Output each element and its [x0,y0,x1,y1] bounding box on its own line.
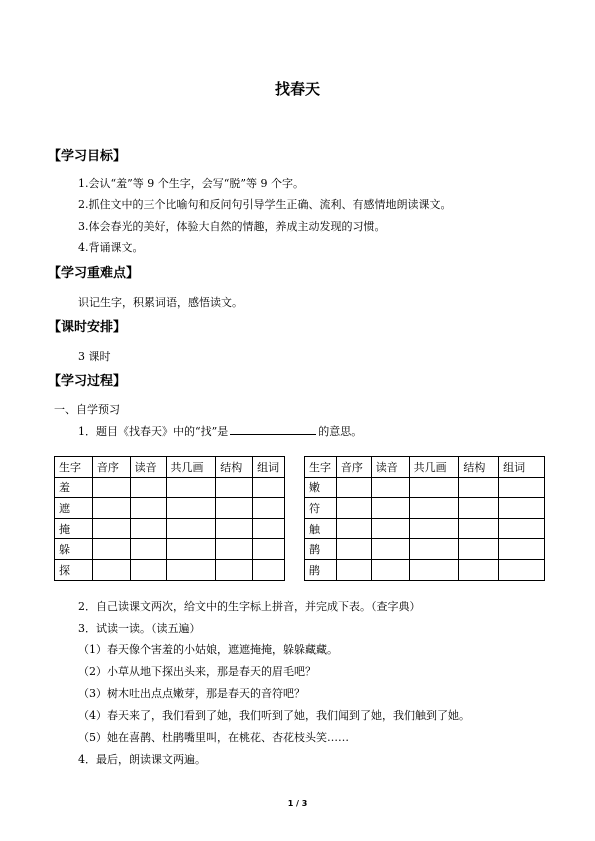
keypoints-text: 识记生字，积累词语，感悟读文。 [78,296,243,309]
blank-cell[interactable] [166,477,216,498]
char-cell: 探 [55,559,93,580]
blank-cell[interactable] [409,518,459,539]
page-number: 1 / 3 [287,799,308,808]
goals-heading: 【学习目标】 [48,149,127,164]
blank-cell[interactable] [336,498,371,519]
char-cell: 嫩 [305,477,337,498]
blank-cell[interactable] [166,539,216,560]
blank-cell[interactable] [216,559,253,580]
blank-cell[interactable] [459,518,499,539]
blank-cell[interactable] [409,498,459,519]
blank-cell[interactable] [499,559,545,580]
schedule-text: 3 课时 [78,350,111,363]
blank-cell[interactable] [336,477,371,498]
table-row [55,518,285,539]
table-row [55,498,285,519]
header-initial: 音序 [336,457,371,478]
blank-cell[interactable] [130,498,166,519]
blank-cell[interactable] [216,518,253,539]
header-pronunciation: 读音 [371,457,409,478]
answer-blank[interactable] [230,424,316,435]
blank-cell[interactable] [409,559,459,580]
blank-cell[interactable] [92,498,130,519]
blank-cell[interactable] [371,559,409,580]
blank-cell[interactable] [166,498,216,519]
table-row [305,498,545,519]
header-strokes: 共几画 [409,457,459,478]
blank-cell[interactable] [253,477,285,498]
char-cell: 符 [305,498,337,519]
reading-3: （3）树木吐出点点嫩芽，那是春天的音符吧？ [78,687,305,700]
blank-cell[interactable] [92,477,130,498]
blank-cell[interactable] [459,559,499,580]
reading-4: （4）春天来了，我们看到了她，我们听到了她，我们闻到了她，我们触到了她。 [78,709,470,722]
table-row [55,539,285,560]
header-words: 组词 [499,457,545,478]
blank-cell[interactable] [92,518,130,539]
char-cell: 遮 [55,498,93,519]
char-cell: 羞 [55,477,93,498]
question-4: 4．最后，朗读课文两遍。 [78,753,206,766]
blank-cell[interactable] [499,498,545,519]
blank-cell[interactable] [336,559,371,580]
goal-item-3: 3.体会春光的美好，体验大自然的情趣，养成主动发现的习惯。 [78,220,386,233]
table-row [55,477,285,498]
table-header-row [305,457,545,478]
question-3: 3．试读一读。（读五遍） [78,622,201,635]
char-cell: 躲 [55,539,93,560]
blank-cell[interactable] [92,559,130,580]
blank-cell[interactable] [216,477,253,498]
blank-cell[interactable] [371,518,409,539]
table-row [305,477,545,498]
blank-cell[interactable] [166,559,216,580]
header-pronunciation: 读音 [130,457,166,478]
header-char: 生字 [55,457,93,478]
header-char: 生字 [305,457,337,478]
character-table-right [304,456,545,581]
blank-cell[interactable] [409,539,459,560]
header-strokes: 共几画 [166,457,216,478]
table-header-row [55,457,285,478]
blank-cell[interactable] [216,539,253,560]
blank-cell[interactable] [253,518,285,539]
char-cell: 鹃 [305,559,337,580]
table-row [305,559,545,580]
blank-cell[interactable] [130,539,166,560]
char-cell: 鹊 [305,539,337,560]
header-structure: 结构 [459,457,499,478]
page-title: 找春天 [274,80,320,98]
blank-cell[interactable] [253,539,285,560]
reading-1: （1）春天像个害羞的小姑娘，遮遮掩掩，躲躲藏藏。 [78,643,338,656]
blank-cell[interactable] [499,539,545,560]
header-words: 组词 [253,457,285,478]
reading-5: （5）她在喜鹊、杜鹃嘴里叫，在桃花、杏花枝头笑…… [78,731,349,744]
question-1 [78,423,362,439]
blank-cell[interactable] [371,477,409,498]
header-initial: 音序 [92,457,130,478]
goal-item-2: 2.抓住文中的三个比喻句和反问句引导学生正确、流利、有感情地朗读课文。 [78,198,452,211]
blank-cell[interactable] [371,539,409,560]
blank-cell[interactable] [130,559,166,580]
char-cell: 掩 [55,518,93,539]
blank-cell[interactable] [499,477,545,498]
table-row [55,559,285,580]
question-1-suffix: 的意思。 [318,425,363,438]
char-cell: 触 [305,518,337,539]
character-table-left [54,456,285,581]
blank-cell[interactable] [92,539,130,560]
blank-cell[interactable] [130,518,166,539]
process-heading: 【学习过程】 [48,374,127,389]
blank-cell[interactable] [336,518,371,539]
blank-cell[interactable] [409,477,459,498]
table-row [305,539,545,560]
blank-cell[interactable] [499,518,545,539]
blank-cell[interactable] [253,498,285,519]
blank-cell[interactable] [216,498,253,519]
goal-item-4: 4.背诵课文。 [78,241,144,254]
blank-cell[interactable] [130,477,166,498]
table-row [305,518,545,539]
blank-cell[interactable] [166,518,216,539]
blank-cell[interactable] [253,559,285,580]
header-structure: 结构 [216,457,253,478]
keypoints-heading: 【学习重难点】 [48,266,140,281]
schedule-heading: 【课时安排】 [48,320,127,335]
question-1-prefix: 1．题目《找春天》中的“找”是 [78,425,229,438]
reading-2: （2）小草从地下探出头来，那是春天的眉毛吧？ [78,665,316,678]
blank-cell[interactable] [459,477,499,498]
blank-cell[interactable] [459,539,499,560]
part1-label: 一、自学预习 [54,403,120,416]
blank-cell[interactable] [336,539,371,560]
blank-cell[interactable] [371,498,409,519]
blank-cell[interactable] [459,498,499,519]
goal-item-1: 1.会认“羞”等 9 个生字，会写“脱”等 9 个字。 [78,177,304,190]
question-2: 2．自己读课文两次，给文中的生字标上拼音，并完成下表。（查字典） [78,600,421,613]
